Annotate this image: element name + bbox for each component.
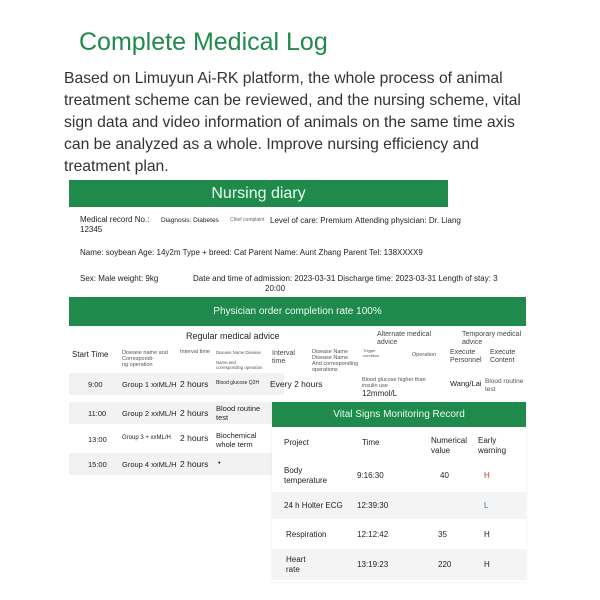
admission-info [193, 274, 498, 294]
vital-row: Body temperature 9:16:30 40 H [272, 460, 526, 487]
chief-complaint: Chief complaint [230, 217, 265, 223]
vital-signs-card [272, 402, 526, 582]
col-interval-time: Interval time [180, 349, 210, 355]
vital-row: Respiration 12:12:42 35 H [272, 521, 526, 548]
table-row: 11:00 Group 2 xxML/H 2 hours Blood routine test [69, 402, 284, 424]
col-numerical-value: Numerical value [431, 436, 468, 455]
col-disease-name: Disease name and Correspondi- ng operation [122, 350, 168, 368]
table-row: 15:00 Group 4 xxML/H 2 hours • [69, 453, 284, 475]
sex-weight: Sex: Male weight: 9kg [80, 274, 159, 283]
table-row: 9:00 Group 1 xxML/H 2 hours Blood glucose Q2H [69, 373, 284, 395]
regular-advice-heading: Regular medical advice [186, 331, 280, 341]
alternate-advice-heading: Alternate medical advice [377, 331, 432, 346]
col-start-time: Start Time [72, 350, 109, 359]
patient-info: Name: soybean Age: 14y2m Type + breed: Cat Parent Name: Aunt Zhang Parent Tel: 138XXXX9 [80, 248, 423, 257]
diagnosis: Diagnosis: Diabetes [161, 217, 219, 224]
col-interval: Interval time [272, 350, 295, 365]
col-time: Time [362, 438, 380, 447]
table-row: 13:00 Group 3 + xxML/H 2 hours Biochemical whole term [69, 428, 284, 450]
alt-content: Blood routine test [485, 378, 524, 393]
vital-signs-header: Vital Signs Monitoring Record [272, 402, 526, 427]
record-number-value: 12345 [80, 225, 103, 234]
col-project: Project [284, 438, 309, 447]
level-of-care: Level of care: Premium [270, 216, 353, 225]
col-early-warning: Early warning [478, 436, 507, 455]
temporary-advice-heading: Temporary medical advice [462, 331, 522, 346]
col-alt-disease: Disease Name Disease Name And corresponding operations [312, 349, 359, 373]
col-operation: Operation [412, 352, 437, 358]
nursing-diary-header: Nursing diary [69, 180, 448, 207]
alt-personnel: Wang/Lai [450, 379, 482, 388]
page-title: Complete Medical Log [79, 28, 328, 56]
col-disease-operation: Disease Name Disease Name and corresponding operation [216, 350, 263, 370]
order-completion-bar: Physician order completion rate 100% [69, 297, 526, 326]
alt-value: 12mmol/L [362, 389, 398, 398]
vital-row: 24 h Holter ECG 12:39:30 L [272, 492, 526, 519]
admission-time: 20:00 [265, 284, 286, 293]
col-execute-personnel: Execute Personnel [450, 349, 482, 364]
attending-physician: Attending physician: Dr. Liang [355, 216, 461, 225]
alt-condition: Blood glucose higher than insulin use [362, 377, 426, 389]
alt-interval: Every 2 hours [270, 379, 323, 389]
col-trigger-condition: Trigger condition [363, 348, 380, 358]
col-execute-content: Execute Content [490, 349, 516, 364]
page-description: Based on Limuyun Ai-RK platform, the whole process of animal treatment scheme can be reviewed, and the nursing scheme, vital sign data and video information of animals on the same time axis can be analyzed as a whole. Improve nursing efficiency and treatment plan. [64, 70, 521, 175]
admission-line: Date and time of admission: 2023-03-31 Discharge time: 2023-03-31 Length of stay: 3 [193, 274, 498, 283]
record-number-label: Medical record No.: [80, 215, 150, 224]
vital-row: Heart rate 13:19:23 220 H [272, 549, 526, 580]
record-number [80, 215, 149, 235]
